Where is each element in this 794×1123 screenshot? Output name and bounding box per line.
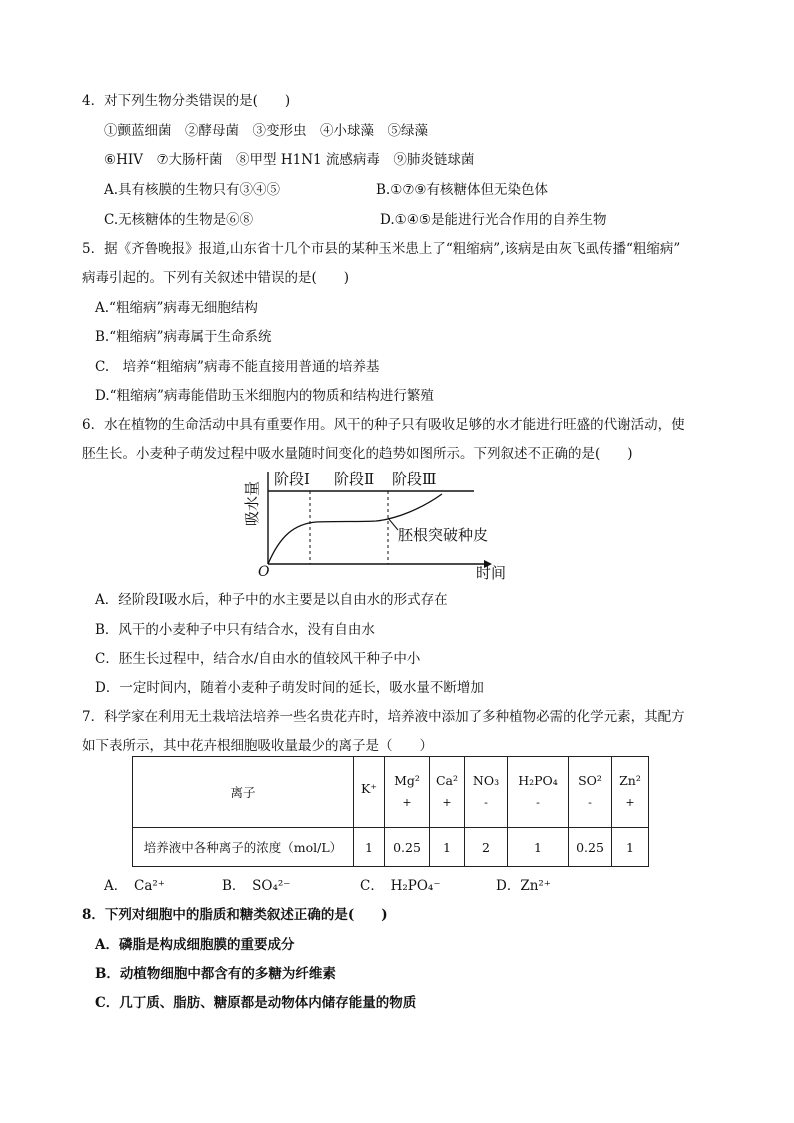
value-cell: 1 xyxy=(612,828,649,867)
stage-1-label: 阶段Ⅰ xyxy=(274,470,310,488)
q8-option-b: B．动植物细胞中都含有的多糖为纤维素 xyxy=(95,966,336,982)
stage-3-label: 阶段Ⅲ xyxy=(392,470,437,488)
q5-option-c: C. 培养“粗缩病”病毒不能直接用普通的培养基 xyxy=(95,359,380,375)
q6-option-a: A．经阶段Ⅰ吸水后，种子中的水主要是以自由水的形式存在 xyxy=(95,592,448,608)
table-row-values xyxy=(133,828,649,867)
value-cell: 0.25 xyxy=(385,828,430,867)
ion-cell: Ca² + xyxy=(430,757,465,828)
q4-option-b: B.①⑦⑨有核糖体但无染色体 xyxy=(376,182,549,198)
q4-option-c: C.无核糖体的生物是⑥⑧ xyxy=(104,212,254,228)
q7-option-b: B． SO₄²⁻ xyxy=(222,878,291,894)
table-row-ions xyxy=(133,757,649,828)
q7-stem-line1: 7．科学家在利用无土栽培法培养一些名贵花卉时，培养液中添加了多种植物必需的化学元素，其配方 xyxy=(82,709,685,725)
x-axis-label: 时间 xyxy=(476,564,507,580)
origin-label: O xyxy=(258,564,270,580)
q4-items-line1: ①颤蓝细菌 ②酵母菌 ③变形虫 ④小球藻 ⑤绿藻 xyxy=(104,123,428,139)
q7-option-a: A． Ca²⁺ xyxy=(104,878,165,894)
q4-stem: 4．对下列生物分类错误的是( ) xyxy=(82,93,291,109)
ion-cell: NO₃ - xyxy=(465,757,508,828)
q5-option-b: B.“粗缩病”病毒属于生命系统 xyxy=(95,329,272,345)
ion-cell: Zn² + xyxy=(612,757,649,828)
q4-items-line2: ⑥HIV ⑦大肠杆菌 ⑧甲型 H1N1 流感病毒 ⑨肺炎链球菌 xyxy=(104,152,475,168)
ion-cell: Mg² + xyxy=(385,757,430,828)
q8-stem: 8．下列对细胞中的脂质和糖类叙述正确的是( ) xyxy=(82,907,388,923)
value-cell: 2 xyxy=(465,828,508,867)
row2-label: 培养液中各种离子的浓度（mol/L） xyxy=(133,828,354,867)
y-axis-label: 吸水量 xyxy=(243,480,261,526)
q8-option-c: C．几丁质、脂肪、糖原都是动物体内储存能量的物质 xyxy=(95,995,417,1011)
q5-stem-line2: 病毒引起的。下列有关叙述中错误的是( ) xyxy=(82,270,350,286)
q4-option-a: A.具有核膜的生物只有③④⑤ xyxy=(104,182,281,198)
ion-concentration-table xyxy=(132,756,649,867)
q6-stem-line1: 6．水在植物的生命活动中具有重要作用。风干的种子只有吸收足够的水才能进行旺盛的代谢活动，使 xyxy=(82,417,685,433)
annotation-pointer xyxy=(388,518,398,530)
value-cell: 1 xyxy=(354,828,385,867)
row1-label: 离子 xyxy=(133,757,354,828)
q5-stem-line1: 5．据《齐鲁晚报》报道,山东省十几个市县的某种玉米患上了“粗缩病”,该病是由灰飞虱传播“粗缩病” xyxy=(82,241,681,257)
q6-option-d: D．一定时间内，随着小麦种子萌发时间的延长，吸水量不断增加 xyxy=(95,680,484,696)
q7-stem-line2: 如下表所示，其中花卉根细胞吸收量最少的离子是（ ） xyxy=(82,738,433,754)
q6-water-uptake-figure xyxy=(236,464,526,580)
q5-option-d: D.“粗缩病”病毒能借助玉米细胞内的物质和结构进行繁殖 xyxy=(95,388,434,404)
q6-stem-line2: 胚生长。小麦种子萌发过程中吸水量随时间变化的趋势如图所示。下列叙述不正确的是( ) xyxy=(82,446,633,462)
stage-2-label: 阶段Ⅱ xyxy=(334,470,375,488)
value-cell: 1 xyxy=(430,828,465,867)
q6-option-c: C．胚生长过程中，结合水/自由水的值较风干种子中小 xyxy=(95,651,421,667)
q6-option-b: B．风干的小麦种子中只有结合水，没有自由水 xyxy=(95,622,375,638)
q7-option-c: C． H₂PO₄⁻ xyxy=(360,878,441,894)
q7-option-d: D．Zn²⁺ xyxy=(496,878,551,894)
annotation-label: 胚根突破种皮 xyxy=(398,526,489,544)
value-cell: 0.25 xyxy=(569,828,612,867)
ion-cell: H₂PO₄ - xyxy=(508,757,569,828)
q4-option-d: D.①④⑤是能进行光合作用的自养生物 xyxy=(380,212,607,228)
value-cell: 1 xyxy=(508,828,569,867)
ion-cell: SO² - xyxy=(569,757,612,828)
q8-option-a: A．磷脂是构成细胞膜的重要成分 xyxy=(95,937,295,953)
q5-option-a: A.“粗缩病”病毒无细胞结构 xyxy=(95,300,258,316)
ion-cell: K⁺ xyxy=(354,757,385,828)
